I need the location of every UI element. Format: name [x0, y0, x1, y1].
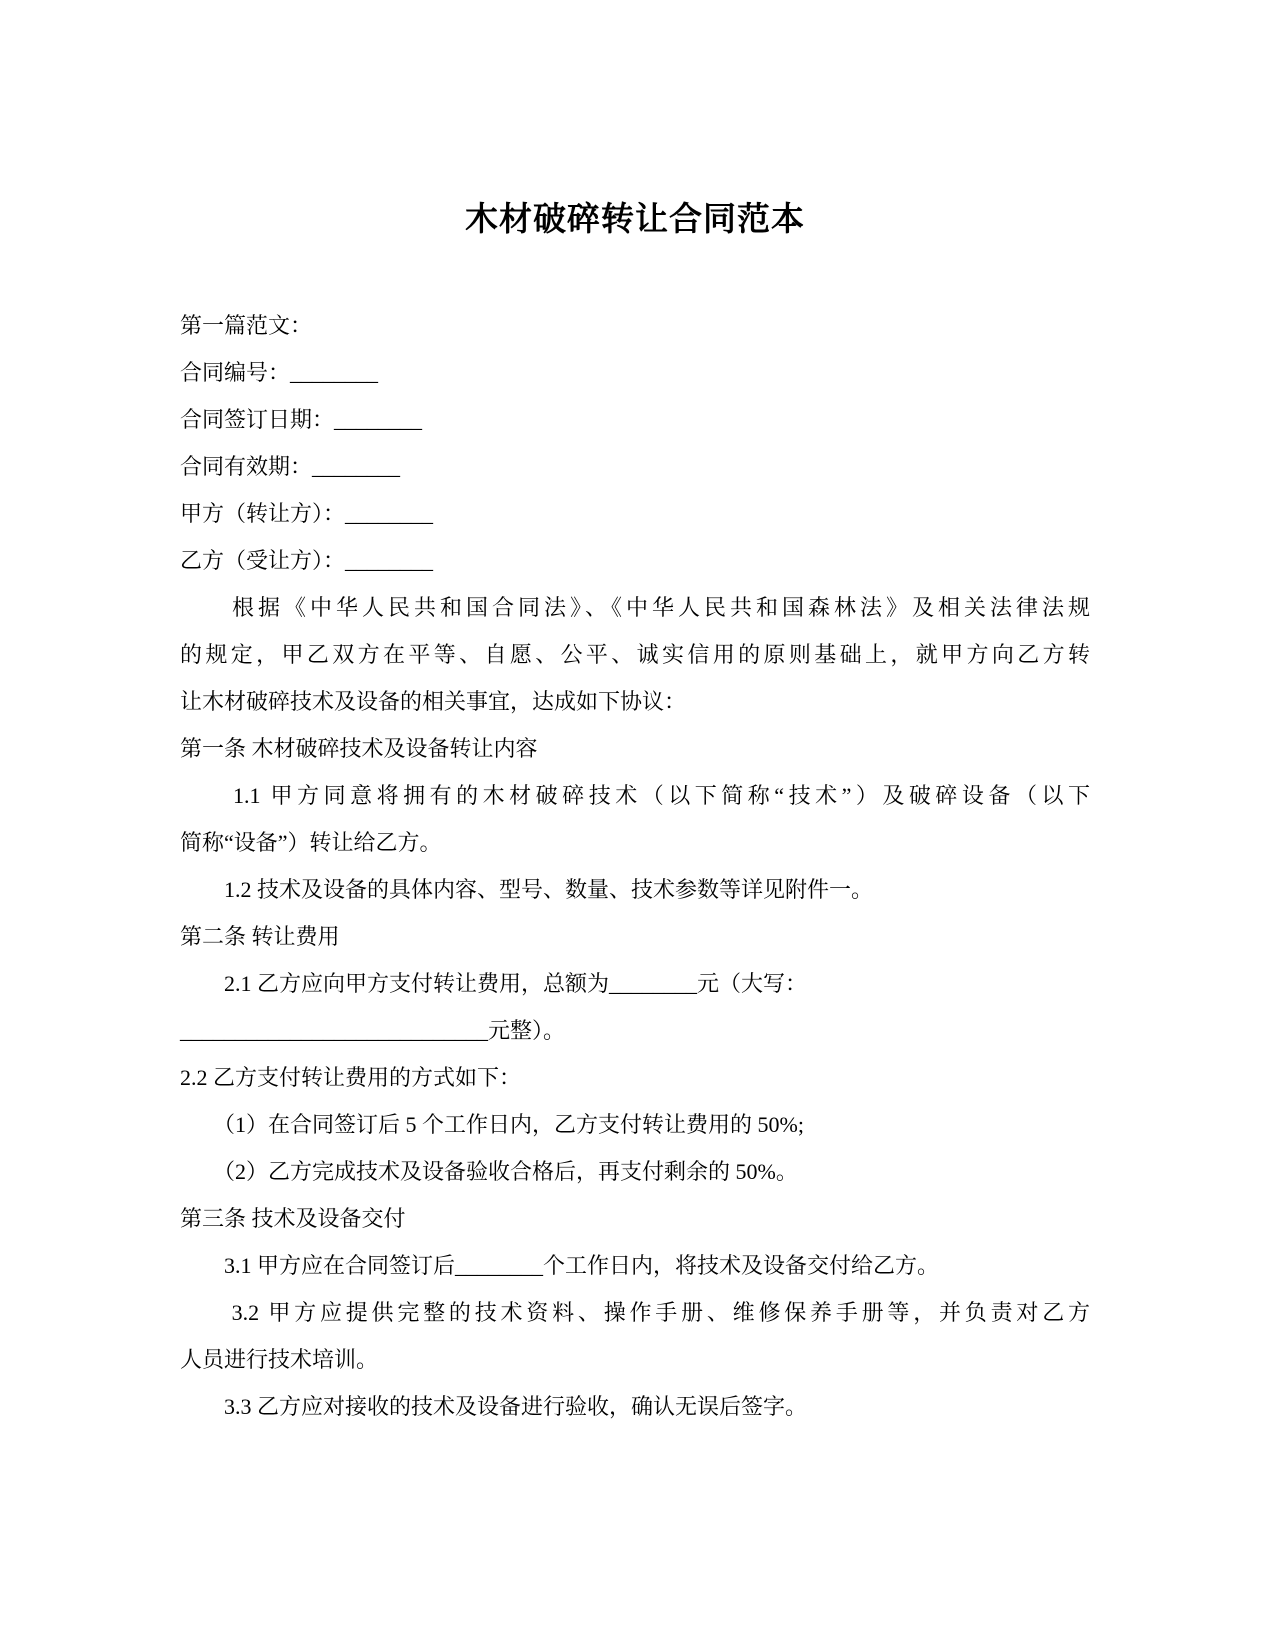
document-line-16: ____________________________元整）。 [180, 1017, 566, 1043]
document-line-4: 合同有效期：________ [180, 453, 401, 479]
document-line-1: 第一篇范文： [180, 312, 313, 338]
document-line-17: 2.2 乙方支付转让费用的方式如下： [180, 1064, 522, 1090]
document-line-5: 甲方（转让方）：________ [180, 500, 434, 526]
document-line-22: 3.2 甲方应提供完整的技术资料、操作手册、维修保养手册等，并负责对乙方 [180, 1299, 1090, 1325]
document-line-19: （2）乙方完成技术及设备验收合格后，再支付剩余的 50%。 [180, 1158, 798, 1184]
document-body [180, 302, 1090, 1430]
contract-document [180, 0, 1090, 1430]
document-line-6: 乙方（受让方）：________ [180, 547, 434, 573]
document-line-15: 2.1 乙方应向甲方支付转让费用，总额为________元（大写： [180, 970, 808, 996]
document-line-12: 简称“设备”）转让给乙方。 [180, 829, 442, 855]
document-line-14: 第二条 转让费用 [180, 923, 340, 949]
document-line-2: 合同编号：________ [180, 359, 379, 385]
document-line-13: 1.2 技术及设备的具体内容、型号、数量、技术参数等详见附件一。 [180, 876, 874, 902]
document-line-7: 根据《中华人民共和国合同法》、《中华人民共和国森林法》及相关法律法规 [180, 594, 1090, 620]
document-line-24: 3.3 乙方应对接收的技术及设备进行验收，确认无误后签字。 [180, 1393, 808, 1419]
document-line-18: （1）在合同签订后 5 个工作日内，乙方支付转让费用的 50%; [180, 1111, 804, 1137]
document-line-8: 的规定，甲乙双方在平等、自愿、公平、诚实信用的原则基础上，就甲方向乙方转 [180, 641, 1090, 667]
document-line-3: 合同签订日期：________ [180, 406, 423, 432]
document-line-21: 3.1 甲方应在合同签订后________个工作日内，将技术及设备交付给乙方。 [180, 1252, 940, 1278]
document-line-20: 第三条 技术及设备交付 [180, 1205, 406, 1231]
document-title: 木材破碎转让合同范本 [465, 202, 805, 238]
document-line-23: 人员进行技术培训。 [180, 1346, 379, 1372]
document-line-9: 让木材破碎技术及设备的相关事宜，达成如下协议： [180, 688, 687, 714]
document-line-11: 1.1 甲方同意将拥有的木材破碎技术（以下简称“技术”）及破碎设备（以下 [180, 782, 1090, 808]
document-line-10: 第一条 木材破碎技术及设备转让内容 [180, 735, 538, 761]
